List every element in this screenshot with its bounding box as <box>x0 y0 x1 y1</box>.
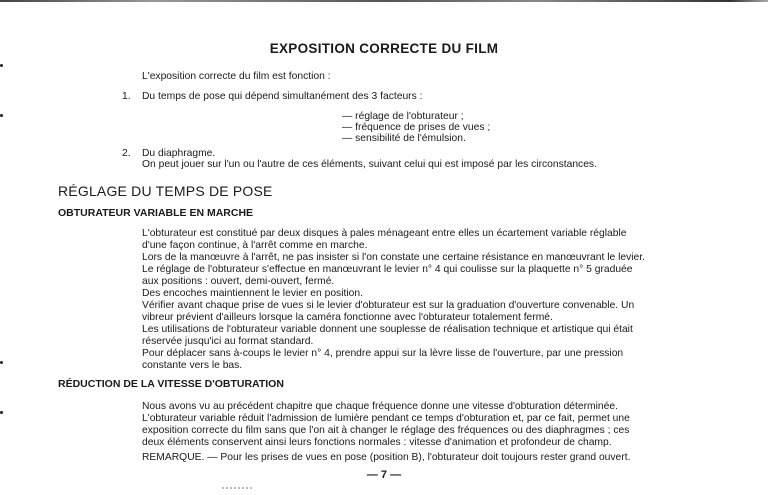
paragraph-line: d'une façon continue, à l'arrêt comme en marche. <box>142 240 368 251</box>
paragraph-line: deux éléments conservent ainsi leurs fonctions normales : vitesse d'animation et profondeur de champ. <box>142 437 612 448</box>
subsection-body <box>142 401 721 464</box>
paragraph-line: Lors de la manœuvre à l'arrêt, ne pas insister si l'on constate une certaine résistance en manœuvrant le levier. <box>142 252 645 263</box>
remark-text: REMARQUE. — Pour les prises de vues en pose (position B), l'obturateur doit toujours rester grand ouvert. <box>142 452 631 463</box>
binding-hole-mark <box>0 64 3 67</box>
subsection-heading: RÉDUCTION DE LA VITESSE D'OBTURATION <box>58 378 284 390</box>
list-number-2: 2. <box>122 148 131 159</box>
binding-hole-mark <box>0 361 3 364</box>
section-heading: RÉGLAGE DU TEMPS DE POSE <box>58 183 273 199</box>
paragraph-line: Le réglage de l'obturateur s'effectue en manœuvrant le levier n° 4 qui coulisse sur la plaquette n° 5 graduée <box>142 264 633 275</box>
binding-hole-mark <box>0 114 3 117</box>
list-item-1: Du temps de pose qui dépend simultanément des 3 facteurs : <box>142 91 423 102</box>
paragraph-line: Pour déplacer sans à-coups le levier n° 4, prendre appui sur la lèvre lisse de l'ouverture, par une pression <box>142 348 624 359</box>
intro-text: L'exposition correcte du film est fonction : <box>142 71 331 82</box>
factor-item: — fréquence de prises de vues ; <box>342 122 491 133</box>
paragraph-line: constante vers le bas. <box>142 360 243 371</box>
subsection-heading: OBTURATEUR VARIABLE EN MARCHE <box>58 207 254 219</box>
paragraph-line: exposition correcte du film sans que l'on ait à changer le réglage des fréquences ou des diaphragmes ; ces <box>142 425 630 436</box>
paragraph-line: Vérifier avant chaque prise de vues si le levier d'obturateur est sur la graduation d'ouverture convenable. Un <box>142 300 635 311</box>
subsection-body <box>142 228 721 372</box>
factor-item: — sensibilité de l'émulsion. <box>342 133 466 144</box>
paragraph-line: Des encoches maintiennent le levier en position. <box>142 288 363 299</box>
paragraph-line: L'obturateur variable réduit l'admission de lumière pendant ce temps d'obturation et, par ce fait, permet une <box>142 413 630 424</box>
factor-item: — réglage de l'obturateur ; <box>342 111 464 122</box>
scan-top-edge <box>0 0 768 2</box>
binding-hole-mark <box>0 411 3 414</box>
list-number-1: 1. <box>122 91 131 102</box>
paragraph-line: L'obturateur est constitué par deux disques à pales ménageant entre elles un écartement variable réglable <box>142 228 627 239</box>
list-item-2: Du diaphragme. <box>142 148 216 159</box>
paragraph-line: Nous avons vu au précédent chapitre que chaque fréquence donne une vitesse d'obturation déterminée. <box>142 401 618 412</box>
paragraph-line: vibreur prévient d'ailleurs lorsque la caméra fonctionne avec l'obturateur totalement fermé. <box>142 312 553 323</box>
paragraph-line: réservée jusqu'ici au format standard. <box>142 336 314 347</box>
paragraph-line: aux positions : ouvert, demi-ouvert, fermé. <box>142 276 335 287</box>
page-number: — 7 — <box>366 469 402 481</box>
list-item-2-note: On peut jouer sur l'un ou l'autre de ces éléments, suivant celui qui est imposé par les circonstances. <box>142 159 597 170</box>
page-title: EXPOSITION CORRECTE DU FILM <box>269 41 499 56</box>
scan-artifact <box>222 487 252 489</box>
paragraph-line: Les utilisations de l'obturateur variable donnent une souplesse de réalisation technique et artistique qui était <box>142 324 633 335</box>
